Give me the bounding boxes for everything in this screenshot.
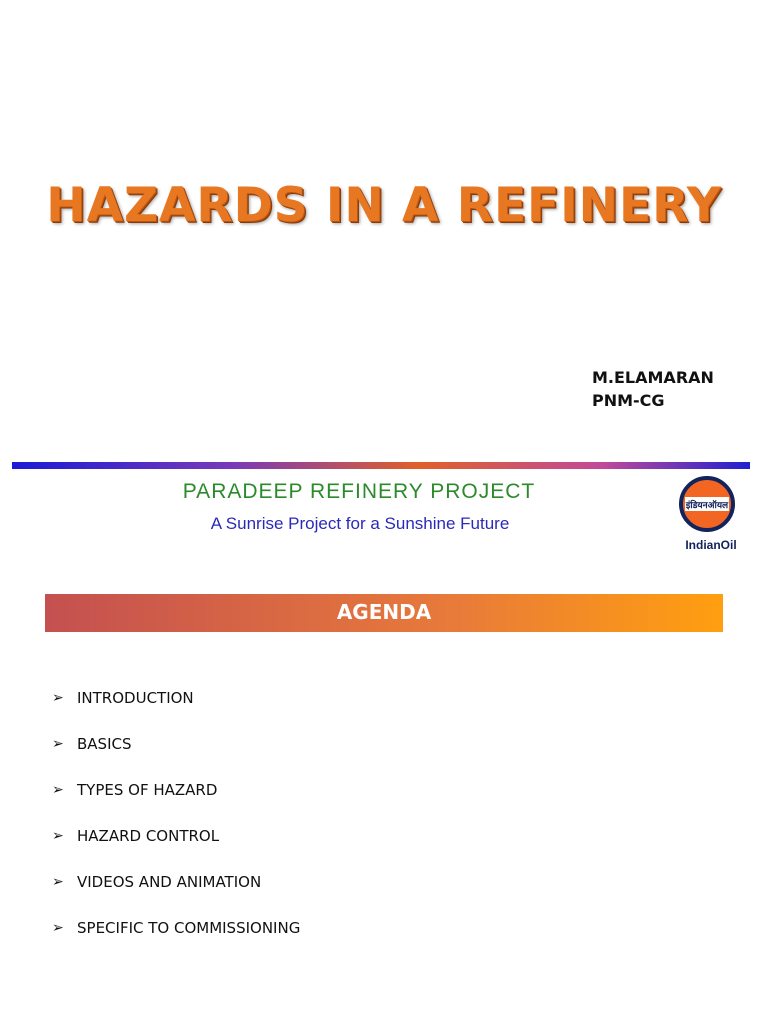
agenda-item [52, 688, 300, 734]
agenda-list [52, 688, 300, 964]
agenda-item-text: HAZARD CONTROL [77, 827, 220, 845]
agenda-item [52, 780, 300, 826]
agenda-item-text: INTRODUCTION [77, 689, 194, 707]
arrow-right-bullet-icon: ➢ [52, 736, 64, 752]
logo-wordmark: IndianOil [685, 538, 737, 552]
project-tagline: A Sunrise Project for a Sunshine Future [210, 514, 510, 533]
agenda-item-text: VIDEOS AND ANIMATION [77, 873, 262, 891]
author-block [592, 366, 714, 412]
arrow-right-bullet-icon: ➢ [52, 920, 64, 936]
agenda-item [52, 826, 300, 872]
author-department: PNM-CG [592, 391, 665, 410]
project-title: PARADEEP REFINERY PROJECT [182, 480, 536, 503]
arrow-right-bullet-icon: ➢ [52, 874, 64, 890]
agenda-item [52, 734, 300, 780]
agenda-heading: AGENDA [336, 600, 432, 624]
presentation-title: HAZARDS IN A REFINERY [46, 178, 722, 233]
logo-hindi-text: इंडियनऑयल [685, 501, 729, 511]
arrow-right-bullet-icon: ➢ [52, 828, 64, 844]
agenda-item [52, 918, 300, 964]
arrow-right-bullet-icon: ➢ [52, 690, 64, 706]
agenda-item-text: BASICS [77, 735, 132, 753]
author-name: M.ELAMARAN [592, 368, 714, 387]
arrow-right-bullet-icon: ➢ [52, 782, 64, 798]
agenda-item-text: SPECIFIC TO COMMISSIONING [77, 919, 301, 937]
agenda-item-text: TYPES OF HAZARD [77, 781, 218, 799]
header-gradient-bar [12, 462, 750, 469]
agenda-item [52, 872, 300, 918]
